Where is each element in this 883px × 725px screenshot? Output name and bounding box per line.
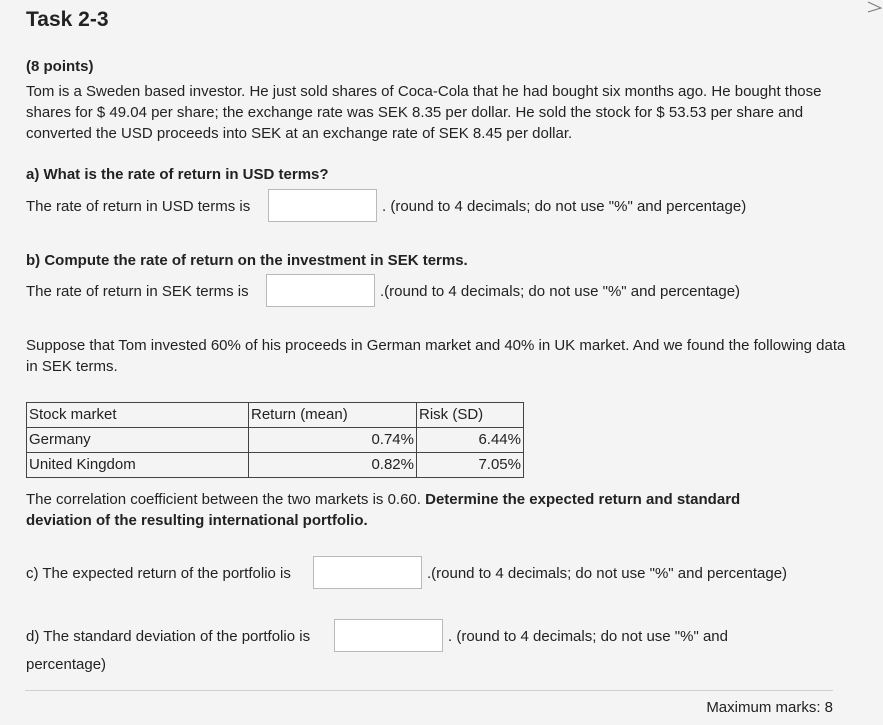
correlation-statement (26, 489, 856, 510)
corner-arrow-icon (866, 0, 883, 14)
table-header-cell: Return (mean) (249, 403, 417, 428)
part-a-hint: . (round to 4 decimals; do not use "%" and percentage) (382, 198, 747, 215)
part-a-heading: a) What is the rate of return in USD terms? (26, 166, 329, 183)
table-row (27, 453, 524, 478)
table-cell: 7.05% (417, 453, 524, 478)
intro-paragraph: Tom is a Sweden based investor. He just sold shares of Coca-Cola that he had bought six months ago. He bought those shares for $ 49.04 per share; the exchange rate was SEK 8.35 per dollar. He sold the stock for $ 53.53 per share and converted the USD proceeds into SEK at an exchange rate of SEK 8.45 per dollar. (26, 83, 822, 142)
table-row (27, 428, 524, 453)
part-b-hint: .(round to 4 decimals; do not use "%" and percentage) (380, 283, 741, 300)
part-d-prompt: d) The standard deviation of the portfolio is (26, 628, 311, 645)
table-cell: 0.82% (249, 453, 417, 478)
scenario-text: Suppose that Tom invested 60% of his proceeds in German market and 40% in UK market. And we found the following data in SEK terms. (26, 337, 846, 375)
part-d-answer-input[interactable] (334, 619, 443, 652)
table-cell: United Kingdom (27, 453, 249, 478)
correlation-instruction-cont: deviation of the resulting international portfolio. (26, 512, 368, 529)
table-cell: 6.44% (417, 428, 524, 453)
table-cell: 0.74% (249, 428, 417, 453)
part-d-hint: . (round to 4 decimals; do not use "%" and (448, 628, 728, 645)
table-header-row (27, 403, 524, 428)
max-marks-label: Maximum marks: 8 (706, 699, 833, 716)
table-cell: Germany (27, 428, 249, 453)
points-label: (8 points) (26, 58, 94, 75)
part-c-prompt: c) The expected return of the portfolio is (26, 565, 291, 582)
part-b-heading: b) Compute the rate of return on the investment in SEK terms. (26, 252, 468, 269)
task-title: Task 2-3 (26, 8, 109, 31)
table-header-cell: Stock market (27, 403, 249, 428)
part-c-hint: .(round to 4 decimals; do not use "%" and percentage) (427, 565, 788, 582)
part-a-prompt: The rate of return in USD terms is (26, 198, 251, 215)
market-data-table (26, 402, 524, 478)
correlation-instruction: Determine the expected return and standard (425, 491, 741, 508)
table-header-cell: Risk (SD) (417, 403, 524, 428)
footer-divider (25, 690, 833, 691)
correlation-text: The correlation coefficient between the two markets is 0.60. (26, 491, 426, 508)
part-d-hint-cont: percentage) (26, 656, 107, 673)
part-b-prompt: The rate of return in SEK terms is (26, 283, 249, 300)
part-c-answer-input[interactable] (313, 556, 422, 589)
part-a-answer-input[interactable] (268, 189, 377, 222)
part-b-answer-input[interactable] (266, 274, 375, 307)
